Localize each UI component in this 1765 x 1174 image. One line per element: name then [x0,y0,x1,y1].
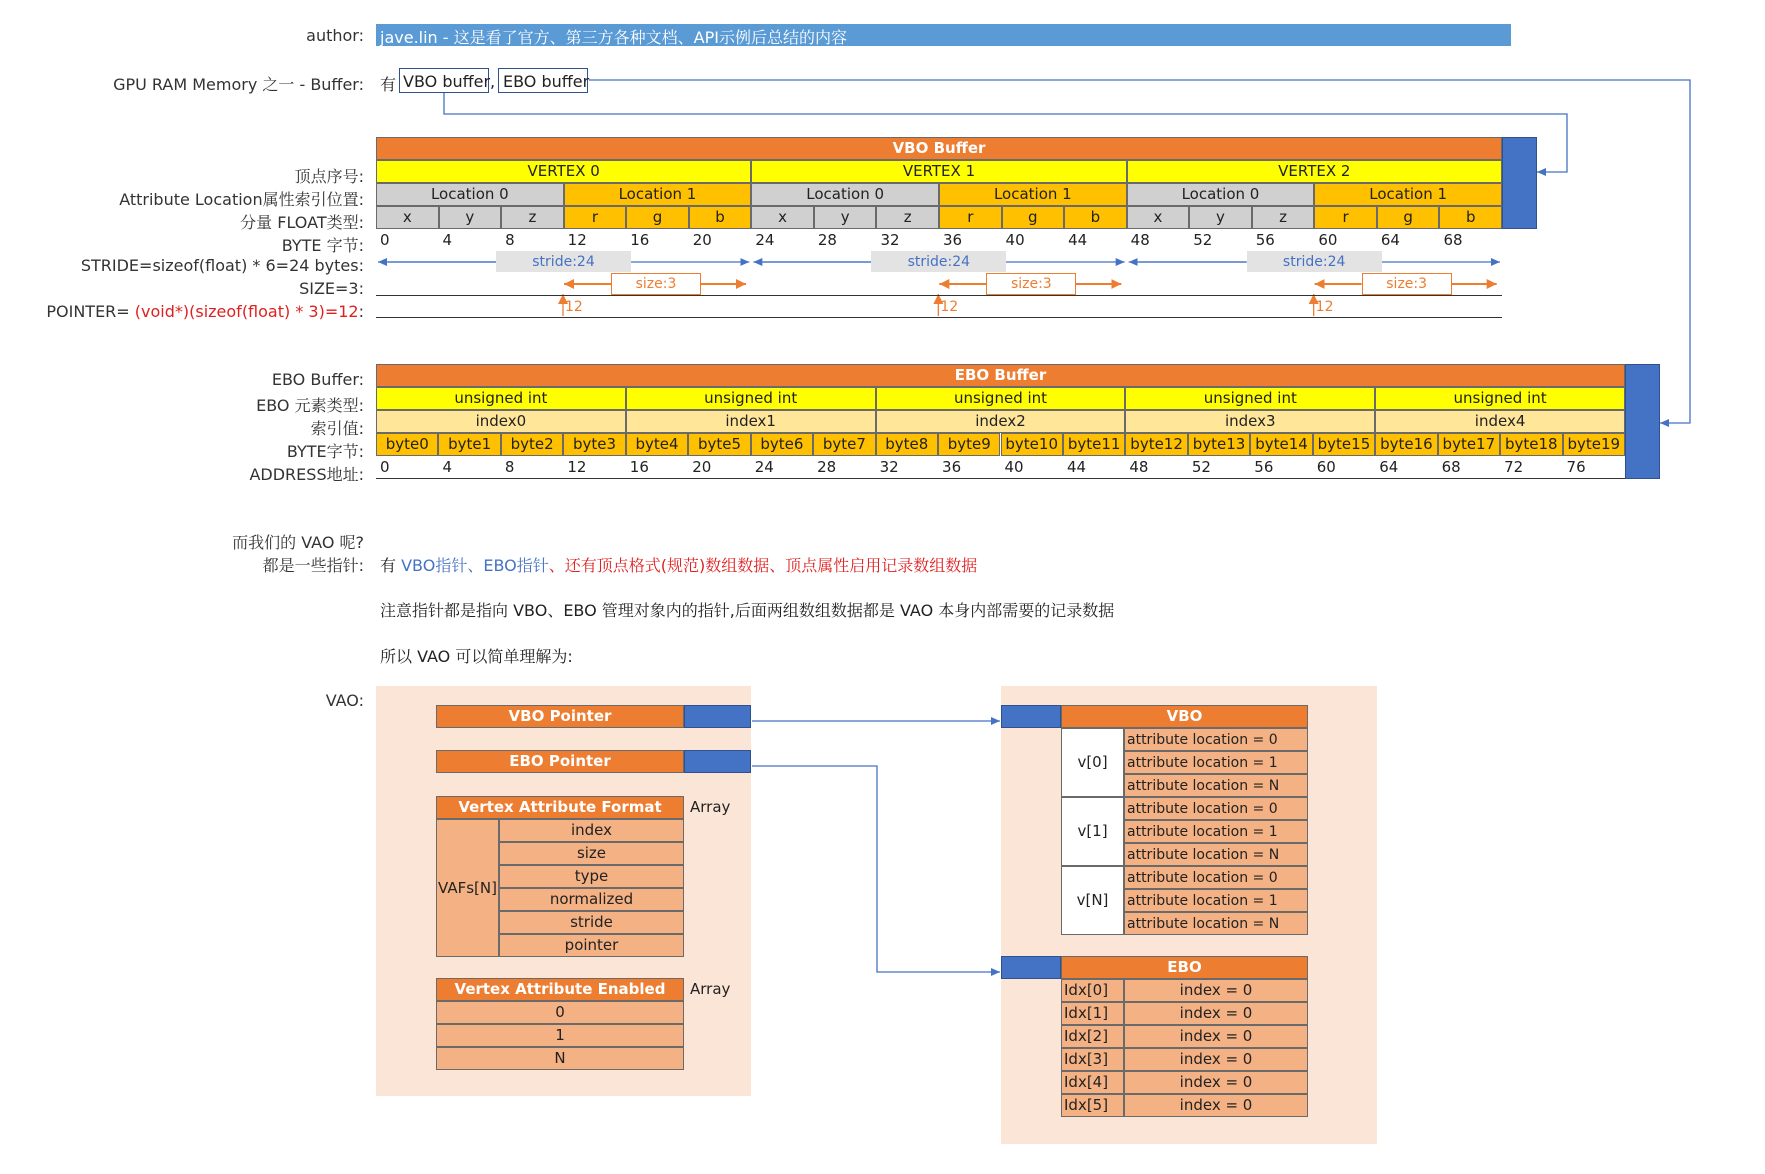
label-stride: STRIDE=sizeof(float) * 6=24 bytes: [80,256,364,275]
vbo-byte-tick: 20 [692,231,712,249]
vbo-byte-tick: 60 [1318,231,1338,249]
vae-item: 0 [436,1001,684,1024]
vbo-component: z [876,206,939,229]
ebo-obj-idx: Idx[2] [1061,1025,1124,1048]
vbo-location: Location 0 [1127,183,1315,206]
vbo-component: x [751,206,814,229]
vbo-component: z [501,206,564,229]
vbo-byte-tick: 48 [1130,231,1150,249]
ebo-byte: byte13 [1188,433,1250,456]
vbo-component: r [564,206,627,229]
vaf-array-label: Array [690,798,731,816]
ebo-byte: byte6 [751,433,813,456]
ebo-address: 64 [1379,458,1399,476]
vbo-component: b [1439,206,1502,229]
vbo-location: Location 1 [1314,183,1502,206]
vbo-obj-row: attribute location = 1 [1124,820,1308,843]
vao-line1-prefix: 有 [380,556,402,575]
ebo-type: unsigned int [1125,387,1375,410]
vbo-obj-row: attribute location = 0 [1124,797,1308,820]
vbo-component: y [814,206,877,229]
label-byte2: BYTE字节: [286,442,364,461]
vbo-component: z [1252,206,1315,229]
ebo-obj-val: index = 0 [1124,1071,1308,1094]
label-gpu-ram: GPU RAM Memory 之一 - Buffer: [113,75,364,94]
vae-item: N [436,1047,684,1070]
vbo-vertex: VERTEX 0 [376,160,751,183]
ebo-address: 56 [1254,458,1274,476]
ebo-address: 24 [754,458,774,476]
vbo-offset-label: 12 [565,299,583,315]
vbo-offset-label: 12 [1315,299,1334,315]
vbo-component: y [1189,206,1252,229]
vbo-byte-tick: 40 [1005,231,1025,249]
ebo-byte: byte15 [1313,433,1375,456]
ebo-pointer: EBO Pointer [436,750,684,773]
vbo-component: r [939,206,1002,229]
ebo-index: index1 [626,410,876,433]
ebo-obj-val: index = 0 [1124,979,1308,1002]
ebo-byte: byte16 [1375,433,1437,456]
label-size: SIZE=3: [299,279,364,298]
vaf-field: normalized [499,888,684,911]
vbo-obj-row: attribute location = 1 [1124,751,1308,774]
ebo-obj-idx: Idx[3] [1061,1048,1124,1071]
ebo-type: unsigned int [376,387,626,410]
label-vao: VAO: [325,691,364,710]
vbo-byte-tick: 32 [880,231,900,249]
ebo-byte: byte7 [813,433,875,456]
ebo-byte: byte14 [1250,433,1312,456]
vbo-obj-row: attribute location = 0 [1124,728,1308,751]
vbo-byte-tick: 44 [1068,231,1088,249]
ebo-address: 40 [1004,458,1024,476]
ebo-byte: byte2 [501,433,563,456]
ebo-address: 44 [1066,458,1087,476]
vbo-component: b [1064,206,1127,229]
vbo-obj-group: v[1] [1061,797,1124,866]
ebo-obj-idx: Idx[5] [1061,1094,1124,1117]
ebo-address: 36 [942,458,962,476]
buffer-prefix: 有 [380,75,397,94]
ebo-byte: byte18 [1500,433,1562,456]
ebo-address: 68 [1441,458,1461,476]
ebo-address: 32 [879,458,899,476]
vbo-vertex: VERTEX 2 [1127,160,1502,183]
vbo-component: r [1314,206,1377,229]
vbo-size-label: size:3 [1362,273,1452,295]
vae-array-label: Array [690,980,731,998]
ebo-obj-idx: Idx[4] [1061,1071,1124,1094]
vbo-component: b [689,206,752,229]
ebo-address: 4 [442,458,452,476]
label-attr-location: Attribute Location属性索引位置: [119,190,364,209]
vbo-byte-tick: 0 [380,231,390,249]
vae-item: 1 [436,1024,684,1047]
vaf-group-label: VAFs[N] [436,819,499,957]
label-pointer-prefix: POINTER= [46,302,135,321]
label-vertex-index: 顶点序号: [294,167,364,186]
vaf-field: pointer [499,934,684,957]
vbo-obj-group: v[0] [1061,728,1124,797]
ebo-address: 76 [1566,458,1586,476]
vbo-stride-label: stride:24 [496,251,631,272]
buffer-sep: , [490,72,496,91]
vbo-buffer-connector [444,93,1567,172]
vbo-component: g [1377,206,1440,229]
ebo-type: unsigned int [876,387,1126,410]
ebo-byte: byte5 [688,433,750,456]
ebo-type: unsigned int [1375,387,1625,410]
ebo-address: 20 [692,458,712,476]
label-address: ADDRESS地址: [249,465,364,484]
vao-line1-vbo: VBO指针、EBO指针 [401,556,549,575]
vaf-field: index [499,819,684,842]
ebo-address: 72 [1504,458,1524,476]
vbo-location: Location 0 [376,183,564,206]
vaf-field: size [499,842,684,865]
vbo-obj-row: attribute location = N [1124,774,1308,797]
label-ebo-buffer: EBO Buffer: [271,370,364,389]
ebo-obj-val: index = 0 [1124,1048,1308,1071]
label-pointer-expr: (void*)(sizeof(float) * 3)=12 [134,302,359,321]
vbo-component: g [626,206,689,229]
label-component-type: 分量 FLOAT类型: [240,213,364,232]
vbo-size-label: size:3 [611,273,701,295]
ebo-byte: byte3 [563,433,625,456]
ebo-obj-val: index = 0 [1124,1002,1308,1025]
ebo-address: 0 [380,458,390,476]
vbo-byte-tick: 16 [630,231,650,249]
label-vao-question: 而我们的 VAO 呢? [232,533,364,552]
vbo-stride-label: stride:24 [871,251,1006,272]
ebo-byte: byte19 [1563,433,1625,456]
label-byte: BYTE 字节: [281,236,364,255]
ebo-byte: byte4 [626,433,688,456]
ebo-address: 60 [1316,458,1336,476]
vaf-field: stride [499,911,684,934]
vbo-title: VBO Buffer [376,137,1502,160]
vbo-location: Location 1 [564,183,752,206]
vaf-title: Vertex Attribute Format [436,796,684,819]
vbo-obj-group: v[N] [1061,866,1124,935]
ebo-address: 8 [504,458,515,476]
vbo-offset-label: 12 [940,299,959,315]
ebo-index: index3 [1125,410,1375,433]
ebo-obj-val: index = 0 [1124,1025,1308,1048]
ebo-address: 16 [629,458,649,476]
vbo-component: g [1002,206,1065,229]
ebo-pointer-connector [752,766,1000,972]
ebo-byte: byte0 [376,433,438,456]
label-vao-pointers: 都是一些指针: [262,556,364,575]
ebo-byte: byte9 [938,433,1000,456]
vbo-obj-row: attribute location = 0 [1124,866,1308,889]
ebo-obj-title: EBO [1061,956,1308,979]
ebo-byte: byte11 [1063,433,1125,456]
label-index-value: 索引值: [310,419,364,438]
vbo-component: x [376,206,439,229]
ebo-obj-idx: Idx[0] [1061,979,1124,1002]
vbo-byte-tick: 8 [505,231,515,249]
vaf-field: type [499,865,684,888]
label-author: author: [306,26,364,45]
ebo-buffer-connector [589,80,1690,423]
vbo-byte-tick: 4 [442,231,453,249]
vbo-obj-row: attribute location = N [1124,843,1308,866]
vbo-byte-tick: 12 [567,231,587,249]
ebo-type: unsigned int [626,387,876,410]
ebo-address: 52 [1191,458,1211,476]
vbo-obj-row: attribute location = N [1124,912,1308,935]
ebo-index: index2 [876,410,1126,433]
vao-line2: 注意指针都是指向 VBO、EBO 管理对象内的指针,后面两组数组数据都是 VAO 本身内部需要的记录数据 [380,601,1115,620]
ebo-buffer-link: EBO buffer [503,72,590,91]
vbo-byte-tick: 56 [1255,231,1275,249]
ebo-index: index4 [1375,410,1625,433]
ebo-address: 28 [817,458,837,476]
vbo-pointer: VBO Pointer [436,705,684,728]
vbo-obj-row: attribute location = 1 [1124,889,1308,912]
vbo-byte-tick: 24 [755,231,775,249]
vbo-component: y [439,206,502,229]
vbo-stride-label: stride:24 [1247,251,1382,272]
vao-line3: 所以 VAO 可以简单理解为: [380,647,573,666]
ebo-address: 48 [1129,458,1149,476]
ebo-byte: byte10 [1001,433,1063,456]
label-ebo-type: EBO 元素类型: [256,396,364,415]
vao-line1-rest: 、还有顶点格式(规范)数组数据、顶点属性启用记录数组数据 [548,556,978,575]
vbo-obj-title: VBO [1061,705,1308,728]
vbo-location: Location 1 [939,183,1127,206]
vbo-byte-tick: 28 [817,231,837,249]
ebo-byte: byte1 [438,433,500,456]
ebo-address: 12 [567,458,587,476]
vbo-size-label: size:3 [986,273,1076,295]
vbo-buffer-link: VBO buffer [403,72,491,91]
ebo-index: index0 [376,410,626,433]
ebo-obj-val: index = 0 [1124,1094,1308,1117]
author-text: jave.lin - 这是看了官方、第三方各种文档、API示例后总结的内容 [380,28,847,47]
vbo-byte-tick: 36 [943,231,963,249]
label-pointer-suffix: : [358,302,364,321]
ebo-byte: byte8 [876,433,938,456]
ebo-byte: byte12 [1125,433,1187,456]
ebo-title: EBO Buffer [376,364,1625,387]
ebo-byte: byte17 [1438,433,1500,456]
ebo-obj-idx: Idx[1] [1061,1002,1124,1025]
vbo-component: x [1127,206,1190,229]
vbo-byte-tick: 52 [1193,231,1213,249]
vbo-byte-tick: 68 [1443,231,1463,249]
vbo-vertex: VERTEX 1 [751,160,1126,183]
vbo-location: Location 0 [751,183,939,206]
vbo-byte-tick: 64 [1380,231,1400,249]
vae-title: Vertex Attribute Enabled [436,978,684,1001]
